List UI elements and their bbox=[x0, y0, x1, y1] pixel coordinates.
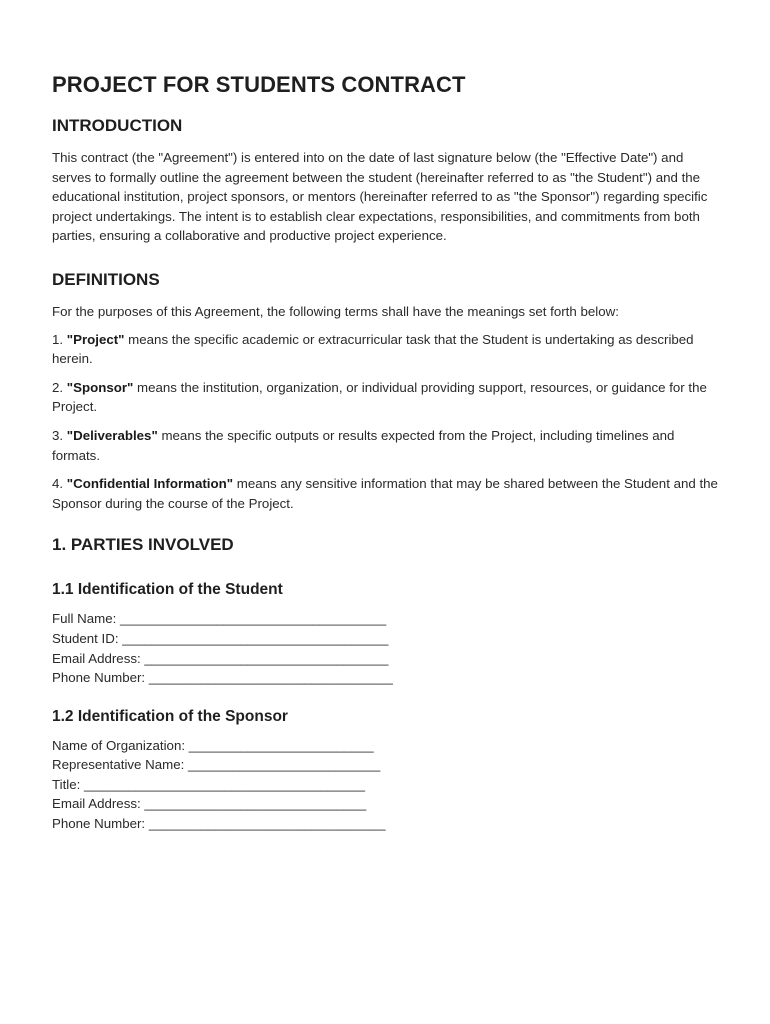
definition-number: 3. bbox=[52, 427, 64, 443]
definition-item-project bbox=[52, 330, 722, 369]
definition-number: 2. bbox=[52, 379, 64, 395]
sponsor-phone-field[interactable]: Phone Number: ________________________________ bbox=[52, 816, 386, 832]
sponsor-organization-field[interactable]: Name of Organization: _________________________ bbox=[52, 737, 374, 753]
definition-term: "Sponsor" bbox=[66, 379, 134, 395]
definition-term: "Deliverables" bbox=[66, 427, 158, 443]
student-full-name-field[interactable]: Full Name: ____________________________________ bbox=[52, 611, 387, 627]
sponsor-identification bbox=[52, 708, 722, 834]
definitions-list bbox=[52, 330, 722, 514]
definitions-lead: For the purposes of this Agreement, the following terms shall have the meanings set forth below: bbox=[52, 303, 619, 319]
sponsor-identification-heading: 1.2 Identification of the Sponsor bbox=[52, 707, 288, 725]
student-id-field[interactable]: Student ID: ____________________________________ bbox=[52, 630, 389, 646]
definition-item-confidential-information bbox=[52, 474, 722, 513]
definitions-heading: DEFINITIONS bbox=[52, 269, 160, 289]
student-identification-heading: 1.1 Identification of the Student bbox=[52, 581, 283, 599]
introduction-heading: INTRODUCTION bbox=[52, 116, 183, 135]
student-identification bbox=[52, 581, 722, 687]
definition-number: 4. bbox=[52, 476, 64, 492]
definition-text: means the institution, organization, or individual providing support, resources, or guidance for the Project. bbox=[52, 379, 707, 415]
sponsor-title-field[interactable]: Title: ______________________________________ bbox=[52, 776, 366, 792]
definition-term: "Project" bbox=[66, 331, 125, 347]
student-phone-field[interactable]: Phone Number: _________________________________ bbox=[52, 670, 393, 686]
definitions-section bbox=[52, 270, 722, 513]
student-fields bbox=[52, 609, 722, 687]
student-email-field[interactable]: Email Address: _________________________________ bbox=[52, 650, 389, 666]
parties-heading: 1. PARTIES INVOLVED bbox=[52, 535, 234, 555]
introduction-section bbox=[52, 116, 722, 246]
definition-text: means the specific outputs or results expected from the Project, including timelines and formats. bbox=[52, 427, 675, 463]
definition-text: means the specific academic or extracurricular task that the Student is undertaking as described herein. bbox=[52, 331, 694, 367]
definition-text: means any sensitive information that may be shared between the Student and the Sponsor during the course of the Project. bbox=[52, 476, 718, 511]
parties-section bbox=[52, 535, 722, 833]
definition-item-deliverables bbox=[52, 426, 722, 465]
sponsor-representative-field[interactable]: Representative Name: __________________________ bbox=[52, 757, 381, 773]
definition-number: 1. bbox=[52, 331, 64, 347]
document-page bbox=[52, 72, 722, 854]
document-title: PROJECT FOR STUDENTS CONTRACT bbox=[52, 72, 466, 97]
introduction-text: This contract (the "Agreement") is entered into on the date of last signature below (the "Effective Date") and serves to formally outline the agreement between the student (hereinafter referred to as "the Student") and the educational institution, project sponsors, or mentors (hereinafter referred to as "the Sponsor") regarding specific project undertakings. The intent is to establish clear expectations, responsibilities, and commitments from both parties, ensuring a collaborative and productive project experience. bbox=[52, 150, 708, 244]
definition-term: "Confidential Information" bbox=[66, 476, 234, 492]
definition-item-sponsor bbox=[52, 378, 722, 417]
sponsor-fields bbox=[52, 736, 722, 834]
sponsor-email-field[interactable]: Email Address: ______________________________ bbox=[52, 796, 367, 812]
